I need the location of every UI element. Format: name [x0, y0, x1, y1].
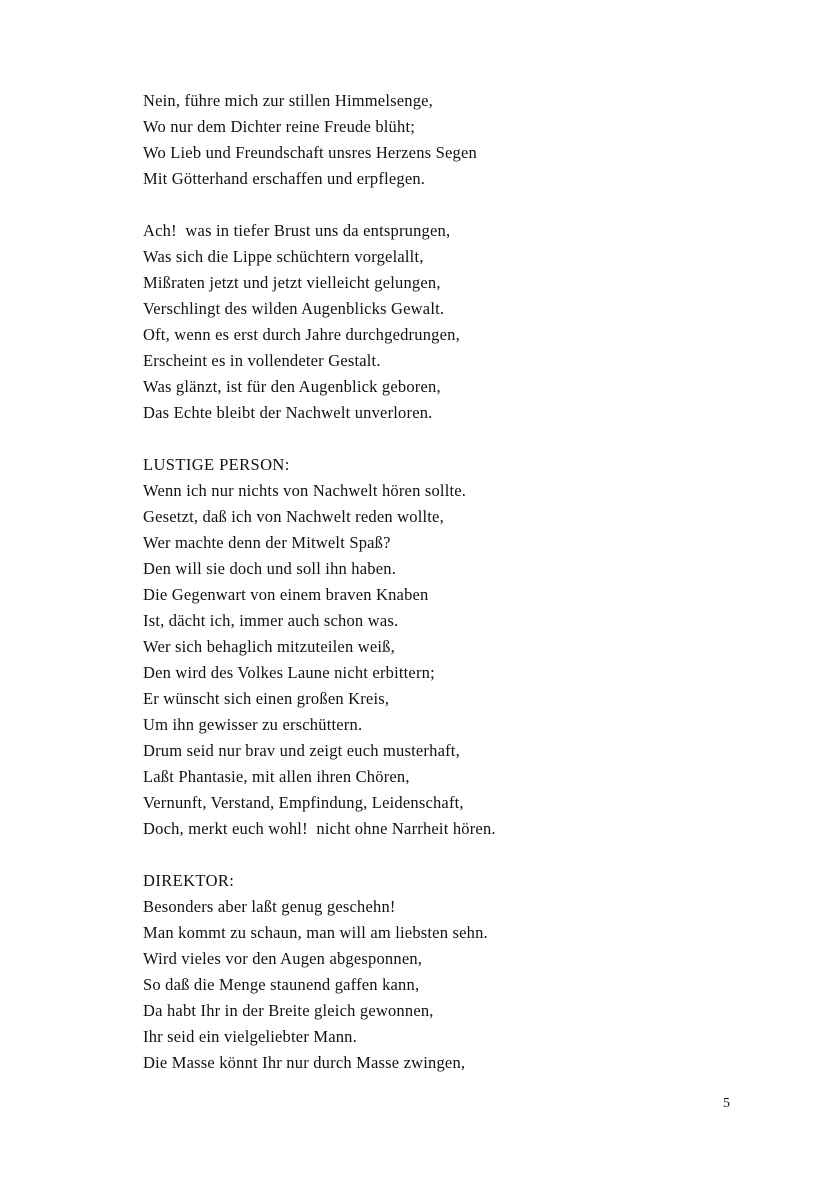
poem-line: Erscheint es in vollendeter Gestalt.	[143, 351, 381, 370]
poem-line: Wenn ich nur nichts von Nachwelt hören sollte.	[143, 481, 467, 500]
poem-line: Vernunft, Verstand, Empfindung, Leidenschaft,	[143, 793, 464, 812]
poem-line: Wer machte denn der Mitwelt Spaß?	[143, 533, 391, 552]
poem-line: Drum seid nur brav und zeigt euch musterhaft,	[143, 741, 460, 760]
stanza	[143, 88, 750, 192]
poem-line: Laßt Phantasie, mit allen ihren Chören,	[143, 767, 410, 786]
stanza	[143, 868, 750, 1076]
poem-line: Ihr seid ein vielgeliebter Mann.	[143, 1027, 357, 1046]
poem-line: Den wird des Volkes Laune nicht erbittern;	[143, 663, 435, 682]
poem-line: Er wünscht sich einen großen Kreis,	[143, 689, 390, 708]
poem-line: Wo nur dem Dichter reine Freude blüht;	[143, 117, 416, 136]
speaker-label: DIREKTOR:	[143, 871, 235, 890]
poem-line: Doch, merkt euch wohl! nicht ohne Narrheit hören.	[143, 819, 496, 838]
poem-line: Man kommt zu schaun, man will am liebsten sehn.	[143, 923, 488, 942]
page-number: 5	[723, 1096, 730, 1111]
poem-line: Die Masse könnt Ihr nur durch Masse zwingen,	[143, 1053, 466, 1072]
poem-line: Verschlingt des wilden Augenblicks Gewalt.	[143, 299, 445, 318]
poem-line: Um ihn gewisser zu erschüttern.	[143, 715, 363, 734]
poem-line: Gesetzt, daß ich von Nachwelt reden wollte,	[143, 507, 444, 526]
speaker-label: LUSTIGE PERSON:	[143, 455, 290, 474]
poem-line: Ach! was in tiefer Brust uns da entsprungen,	[143, 221, 451, 240]
poem-line: Mit Götterhand erschaffen und erpflegen.	[143, 169, 426, 188]
poem-body	[143, 88, 750, 1102]
stanza	[143, 452, 750, 842]
poem-line: Wo Lieb und Freundschaft unsres Herzens Segen	[143, 143, 477, 162]
poem-line: So daß die Menge staunend gaffen kann,	[143, 975, 420, 994]
stanza	[143, 218, 750, 426]
poem-line: Nein, führe mich zur stillen Himmelsenge,	[143, 91, 433, 110]
poem-line: Ist, dächt ich, immer auch schon was.	[143, 611, 399, 630]
poem-line: Da habt Ihr in der Breite gleich gewonnen,	[143, 1001, 434, 1020]
poem-line: Wird vieles vor den Augen abgesponnen,	[143, 949, 423, 968]
poem-line: Was sich die Lippe schüchtern vorgelallt,	[143, 247, 424, 266]
poem-line: Besonders aber laßt genug geschehn!	[143, 897, 396, 916]
poem-line: Den will sie doch und soll ihn haben.	[143, 559, 397, 578]
poem-line: Die Gegenwart von einem braven Knaben	[143, 585, 429, 604]
poem-line: Wer sich behaglich mitzuteilen weiß,	[143, 637, 395, 656]
poem-line: Was glänzt, ist für den Augenblick geboren,	[143, 377, 441, 396]
poem-line: Das Echte bleibt der Nachwelt unverloren.	[143, 403, 433, 422]
poem-line: Oft, wenn es erst durch Jahre durchgedrungen,	[143, 325, 460, 344]
poem-line: Mißraten jetzt und jetzt vielleicht gelungen,	[143, 273, 441, 292]
